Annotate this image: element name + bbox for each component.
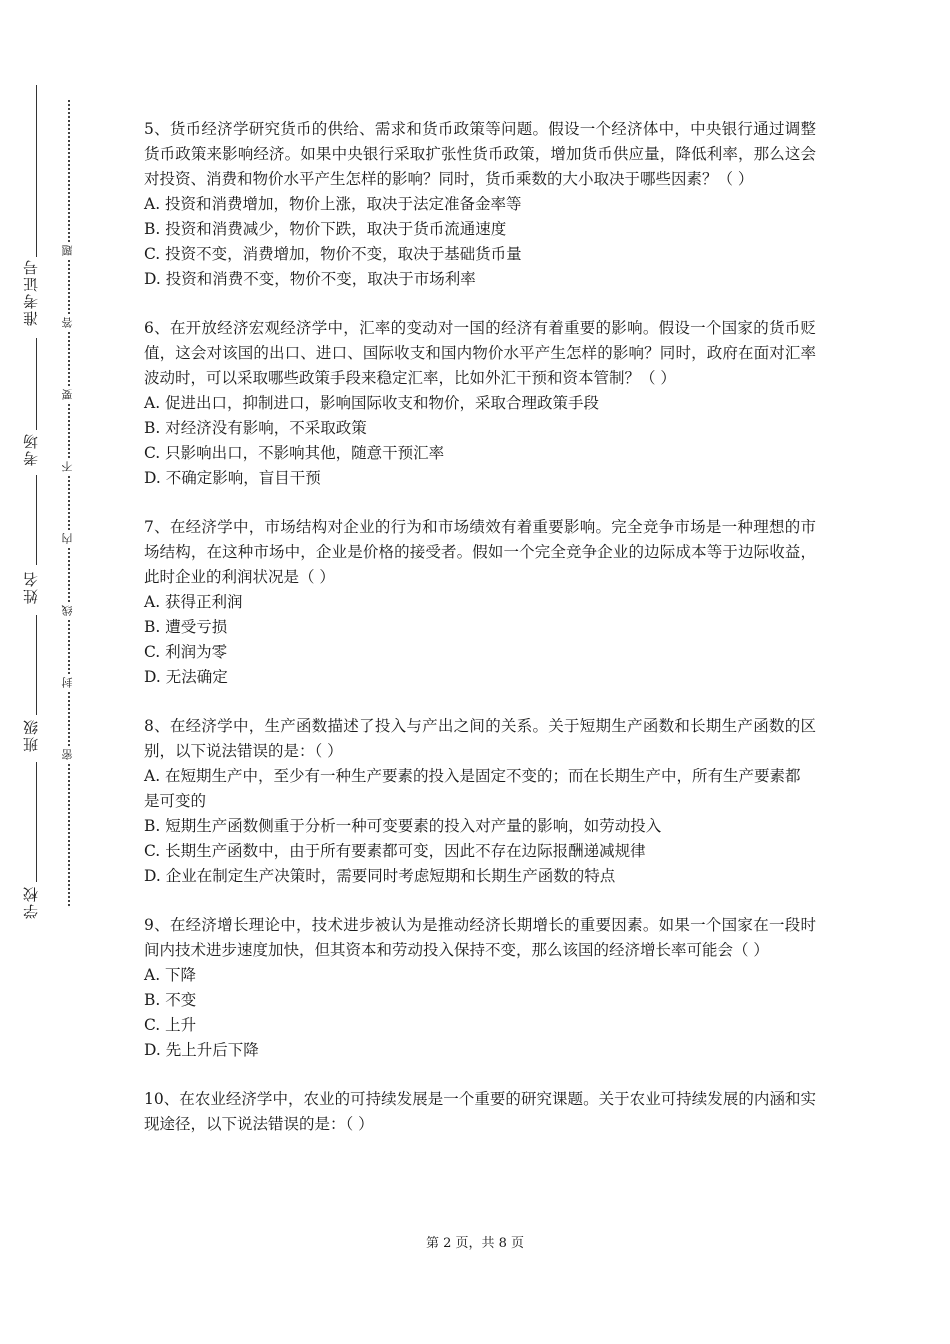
option-b: B. 对经济没有影响，不采取政策: [144, 419, 367, 437]
question-8: [144, 714, 816, 889]
seal-char: 内: [60, 531, 76, 547]
question-stem: 9、在经济增长理论中，技术进步被认为是推动经济长期增长的重要因素。如果一个国家在一段时间内技术进步速度加快，但其资本和劳动投入保持不变，那么该国的经济增长率可能会（ ）: [144, 916, 816, 959]
field-label-exam-room: 考场: [22, 432, 40, 466]
option-d: D. 企业在制定生产决策时，需要同时考虑短期和长期生产函数的特点: [144, 867, 616, 885]
option-d: D. 不确定影响，盲目干预: [144, 469, 321, 487]
option-d: D. 投资和消费不变，物价不变，取决于市场利率: [144, 270, 476, 288]
question-9: [144, 913, 816, 1063]
question-stem: 6、在开放经济宏观经济学中，汇率的变动对一国的经济有着重要的影响。假设一个国家的货币贬值，这会对该国的出口、进口、国际收支和国内物价水平产生怎样的影响？同时，政府在面对汇率波动时，可以采取哪些政策手段来稳定汇率，比如外汇干预和资本管制？（ ）: [144, 319, 816, 387]
question-stem: 10、在农业经济学中，农业的可持续发展是一个重要的研究课题。关于农业可持续发展的内涵和实现途径，以下说法错误的是：（ ）: [144, 1090, 816, 1133]
seal-char: 封: [60, 675, 76, 691]
option-d: D. 先上升后下降: [144, 1041, 259, 1059]
option-b: B. 不变: [144, 991, 197, 1009]
seal-char: 答: [60, 315, 76, 331]
option-d: D. 无法确定: [144, 668, 228, 686]
field-line-exam-id-lower: [36, 338, 37, 430]
field-label-class: 班级: [22, 718, 40, 752]
seal-dotted-line: [68, 100, 70, 906]
option-c: C. 长期生产函数中，由于所有要素都可变，因此不存在边际报酬递减规律: [144, 842, 646, 860]
question-5: [144, 117, 816, 292]
field-label-school: 学校: [22, 885, 40, 919]
option-c: C. 上升: [144, 1016, 197, 1034]
field-line-exam-room: [36, 475, 37, 565]
option-a: A. 获得正利润: [144, 593, 243, 611]
option-a: A. 在短期生产中，至少有一种生产要素的投入是固定不变的；而在长期生产中，所有生产要素都是可变的: [144, 767, 801, 810]
option-c: C. 利润为零: [144, 643, 228, 661]
page-footer: 第 2 页，共 8 页: [425, 1236, 525, 1251]
option-a: A. 投资和消费增加，物价上涨，取决于法定准备金率等: [144, 195, 522, 213]
option-c: C. 投资不变，消费增加，物价不变，取决于基础货币量: [144, 245, 522, 263]
option-b: B. 短期生产函数侧重于分析一种可变要素的投入对产量的影响，如劳动投入: [144, 817, 662, 835]
seal-char: 线: [60, 603, 76, 619]
seal-char: 要: [60, 387, 76, 403]
seal-char: 题: [60, 243, 76, 259]
question-stem: 5、货币经济学研究货币的供给、需求和货币政策等问题。假设一个经济体中，中央银行通过调整货币政策来影响经济。如果中央银行采取扩张性货币政策，增加货币供应量，降低利率，那么这会对投资、消费和物价水平产生怎样的影响？同时，货币乘数的大小取决于哪些因素？（ ）: [144, 120, 816, 188]
option-b: B. 投资和消费减少，物价下跌，取决于货币流通速度: [144, 220, 507, 238]
seal-char: 密: [60, 747, 76, 763]
field-line-exam-id: [36, 85, 37, 257]
question-6: [144, 316, 816, 491]
option-a: A. 下降: [144, 966, 197, 984]
binding-margin: [0, 0, 110, 1344]
field-label-name: 姓名: [22, 570, 40, 604]
question-list: [144, 117, 816, 1161]
question-stem: 7、在经济学中，市场结构对企业的行为和市场绩效有着重要影响。完全竞争市场是一种理想的市场结构，在这种市场中，企业是价格的接受者。假如一个完全竞争企业的边际成本等于边际收益，此时企业的利润状况是（ ）: [144, 518, 816, 586]
question-7: [144, 515, 816, 690]
question-stem: 8、在经济学中，生产函数描述了投入与产出之间的关系。关于短期生产函数和长期生产函数的区别，以下说法错误的是：（ ）: [144, 717, 816, 760]
field-label-exam-id: 准考证号: [22, 258, 40, 326]
field-line-class: [36, 762, 37, 882]
option-a: A. 促进出口，抑制进口，影响国际收支和物价，采取合理政策手段: [144, 394, 600, 412]
option-b: B. 遭受亏损: [144, 618, 228, 636]
option-c: C. 只影响出口，不影响其他，随意干预汇率: [144, 444, 445, 462]
field-line-name: [36, 615, 37, 715]
seal-char: 不: [60, 459, 76, 475]
question-10: [144, 1087, 816, 1137]
